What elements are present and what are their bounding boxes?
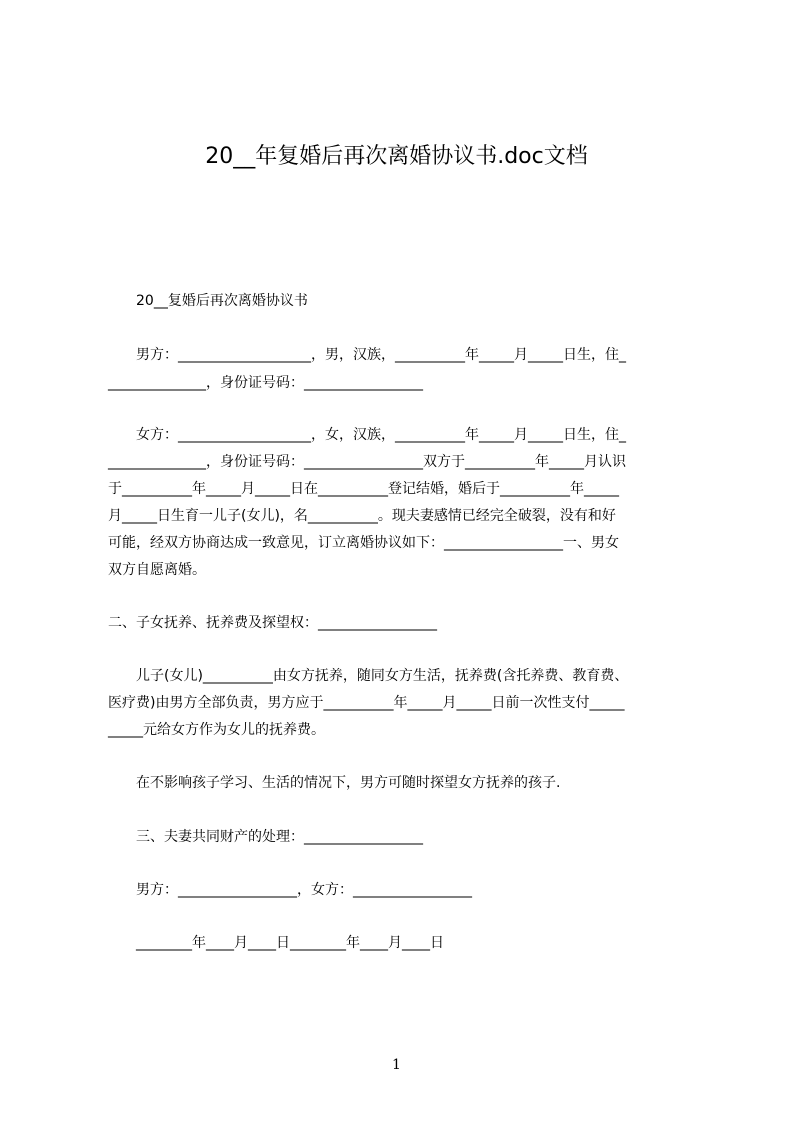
child-birth-line: 月_____日生育一儿子(女儿)，名__________。现夫妻感情已经完全破裂，没有和好 (108, 508, 616, 524)
section-three-heading: 三、夫妻共同财产的处理：_________________ (136, 829, 423, 845)
section-two-heading: 二、子女抚养、抚养费及探望权：_________________ (108, 615, 437, 631)
date-line: ________年____月____日________年____月____日 (136, 935, 444, 951)
signature-line: 男方：_________________，女方：_________________ (136, 882, 472, 898)
custody-line-3: _____元给女方作为女儿的抚养费。 (108, 722, 325, 738)
custody-line-2: 医疗费)由男方全部负责，男方应于__________年_____月_____日前一次性支付_____ (108, 695, 625, 711)
agreement-heading: 20__复婚后再次离婚协议书 (136, 293, 308, 309)
wife-info-line: 女方：___________________，女，汉族，__________年_____月_____日生，住_ (136, 427, 626, 443)
document-title: 20__年复婚后再次离婚协议书.doc文档 (205, 144, 588, 169)
custody-line-1: 儿子(女儿)__________由女方抚养，随同女方生活，抚养费(含托养费、教育费、 (136, 668, 629, 684)
visitation-line: 在不影响孩子学习、生活的情况下，男方可随时探望女方抚养的孩子. (136, 775, 561, 791)
marriage-registration-line: 于__________年_____月_____日在__________登记结婚，婚后于__________年_____ (108, 481, 619, 497)
page-number: 1 (392, 1057, 401, 1073)
husband-info-line: 男方：___________________，男，汉族，__________年_____月_____日生，住_ (136, 347, 626, 363)
wife-id-line: ______________，身份证号码：_________________双方于__________年_____月认识 (108, 454, 626, 470)
voluntary-divorce-line: 双方自愿离婚。 (108, 562, 206, 578)
husband-id-line: ______________，身份证号码：_________________ (108, 375, 423, 391)
agreement-intro-line: 可能，经双方协商达成一致意见，订立离婚协议如下：_________________一、男女 (108, 535, 619, 551)
